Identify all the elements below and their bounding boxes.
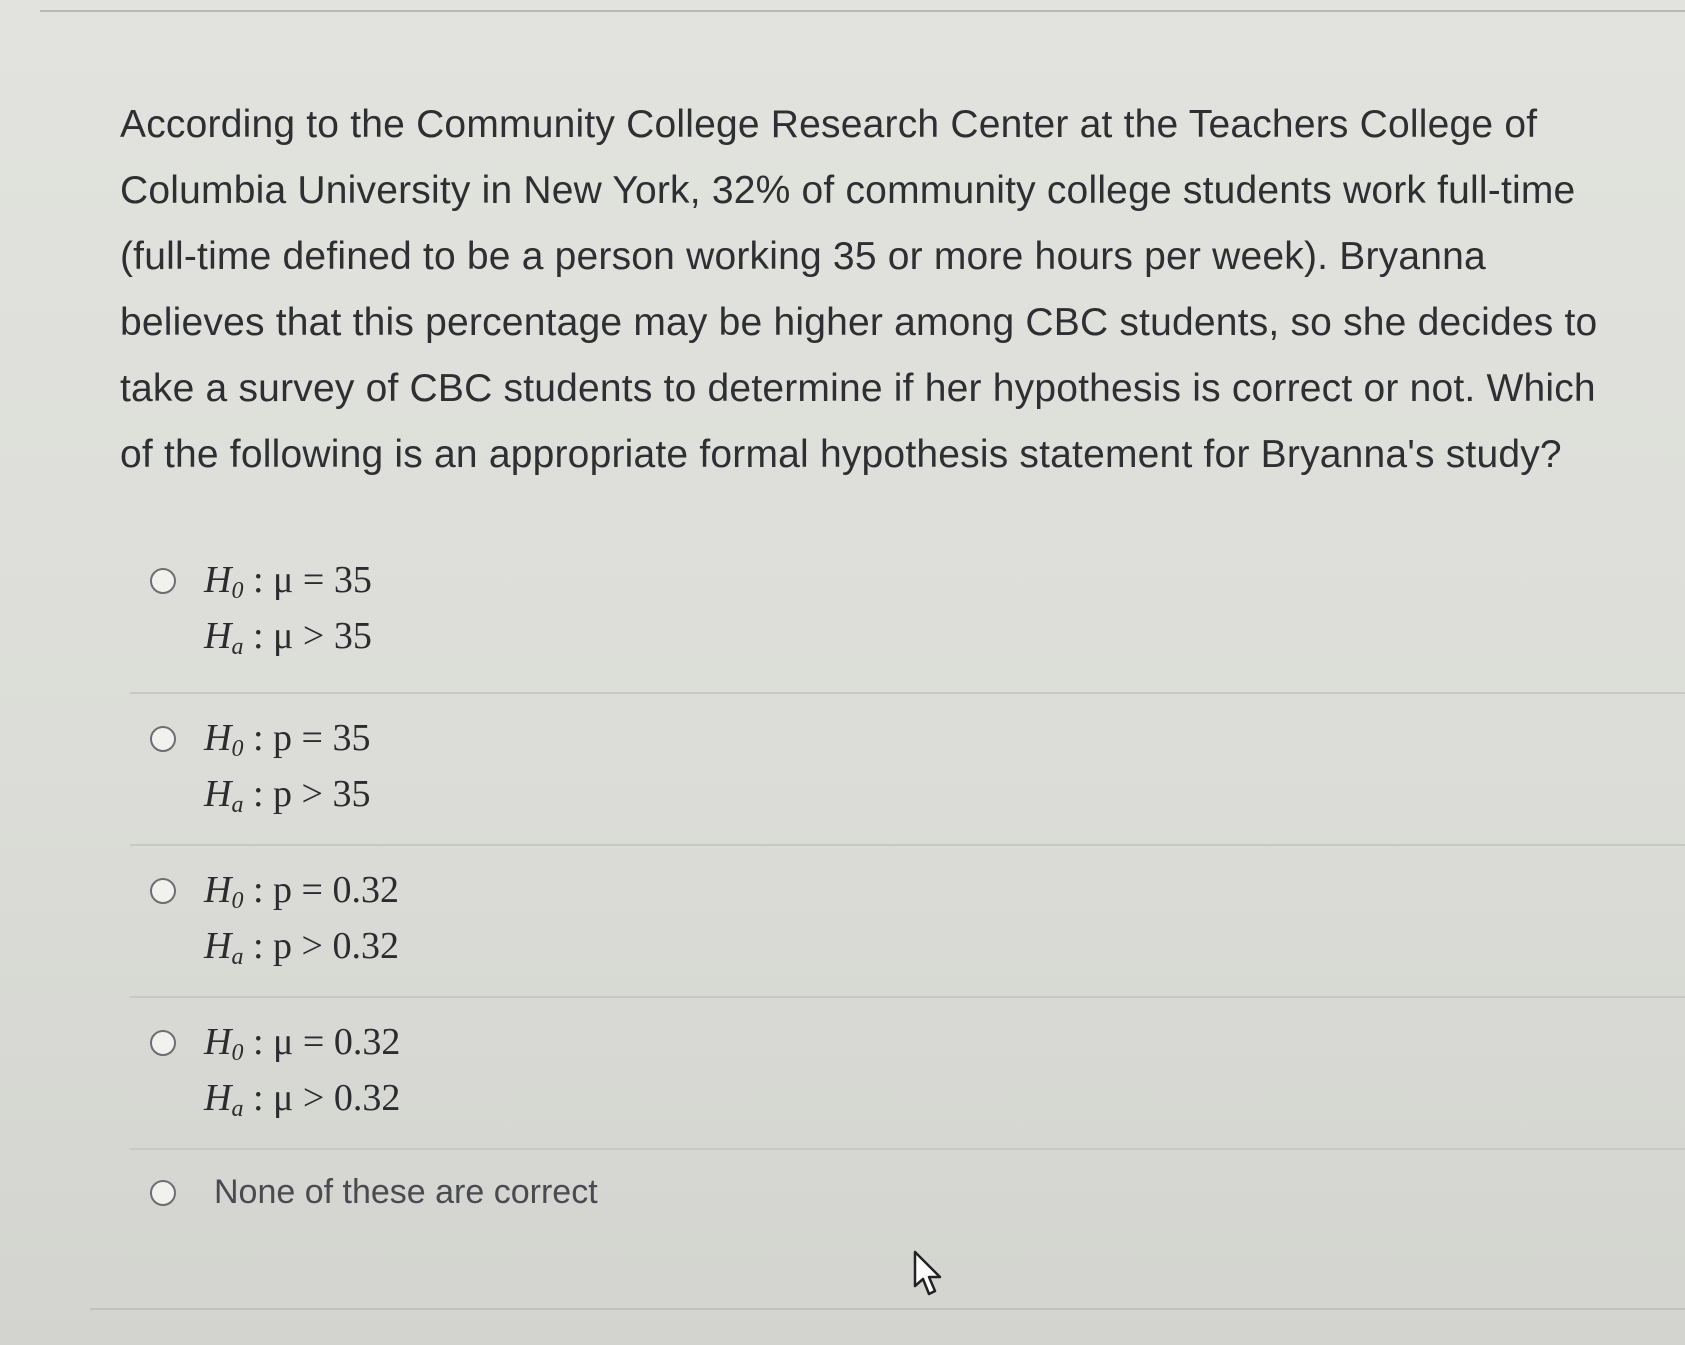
radio-circle-icon[interactable] xyxy=(150,726,176,752)
question-line: (full-time defined to be a person working 35 or more hours per week). Bryanna xyxy=(120,235,1486,278)
hypothesis-symbol: H xyxy=(204,773,232,815)
hypothesis-symbol: H xyxy=(204,559,232,601)
hypothesis-subscript: 0 xyxy=(231,736,244,762)
hypothesis-symbol: H xyxy=(204,869,232,911)
hypothesis-symbol: H xyxy=(204,1077,232,1119)
hypothesis-symbol: H xyxy=(204,925,232,967)
answer-options xyxy=(130,552,1685,1270)
question-text xyxy=(120,92,1685,488)
hypothesis-relation: : p > 35 xyxy=(243,773,371,815)
radio-circle-icon[interactable] xyxy=(150,568,176,594)
question-line: of the following is an appropriate formal hypothesis statement for Bryanna's study? xyxy=(120,433,1562,476)
answer-option-3[interactable] xyxy=(130,844,1685,996)
answer-option-2[interactable] xyxy=(130,692,1685,844)
hypothesis-symbol: H xyxy=(204,1021,232,1063)
question-line: take a survey of CBC students to determine if her hypothesis is correct or not. Which xyxy=(120,367,1596,410)
hypothesis-subscript: a xyxy=(231,792,244,818)
radio-circle-icon[interactable] xyxy=(150,878,176,904)
bottom-border xyxy=(90,1308,1685,1310)
alternative-hypothesis xyxy=(204,608,372,675)
hypothesis-subscript: a xyxy=(231,634,244,660)
radio-circle-icon[interactable] xyxy=(150,1180,176,1206)
question-line: According to the Community College Research Center at the Teachers College of xyxy=(120,103,1538,146)
answer-option-5[interactable] xyxy=(130,1148,1685,1270)
answer-option-1[interactable] xyxy=(130,552,1685,692)
hypothesis-relation: : μ = 35 xyxy=(243,559,372,601)
hypothesis-relation: : p = 35 xyxy=(243,717,371,759)
hypothesis-subscript: 0 xyxy=(231,578,244,604)
question-line: believes that this percentage may be higher among CBC students, so she decides to xyxy=(120,301,1598,344)
hypothesis-relation: : μ > 35 xyxy=(243,615,372,657)
alternative-hypothesis xyxy=(204,1070,400,1137)
question-line: Columbia University in New York, 32% of community college students work full-time xyxy=(120,169,1576,212)
hypothesis-relation: : p = 0.32 xyxy=(243,869,399,911)
hypothesis-relation: : μ > 0.32 xyxy=(243,1077,401,1119)
alternative-hypothesis xyxy=(204,766,370,833)
hypothesis-symbol: H xyxy=(204,717,232,759)
hypothesis-subscript: 0 xyxy=(231,1040,244,1066)
answer-option-4[interactable] xyxy=(130,996,1685,1148)
radio-circle-icon[interactable] xyxy=(150,1030,176,1056)
option-label: None of these are correct xyxy=(214,1173,598,1211)
hypothesis-symbol: H xyxy=(204,615,232,657)
hypothesis-subscript: a xyxy=(231,1096,244,1122)
hypothesis-relation: : μ = 0.32 xyxy=(243,1021,401,1063)
hypothesis-subscript: 0 xyxy=(231,888,244,914)
alternative-hypothesis xyxy=(204,918,399,985)
hypothesis-relation: : p > 0.32 xyxy=(243,925,399,967)
top-border xyxy=(40,10,1685,12)
mouse-pointer-icon xyxy=(912,1250,948,1298)
hypothesis-subscript: a xyxy=(231,944,244,970)
